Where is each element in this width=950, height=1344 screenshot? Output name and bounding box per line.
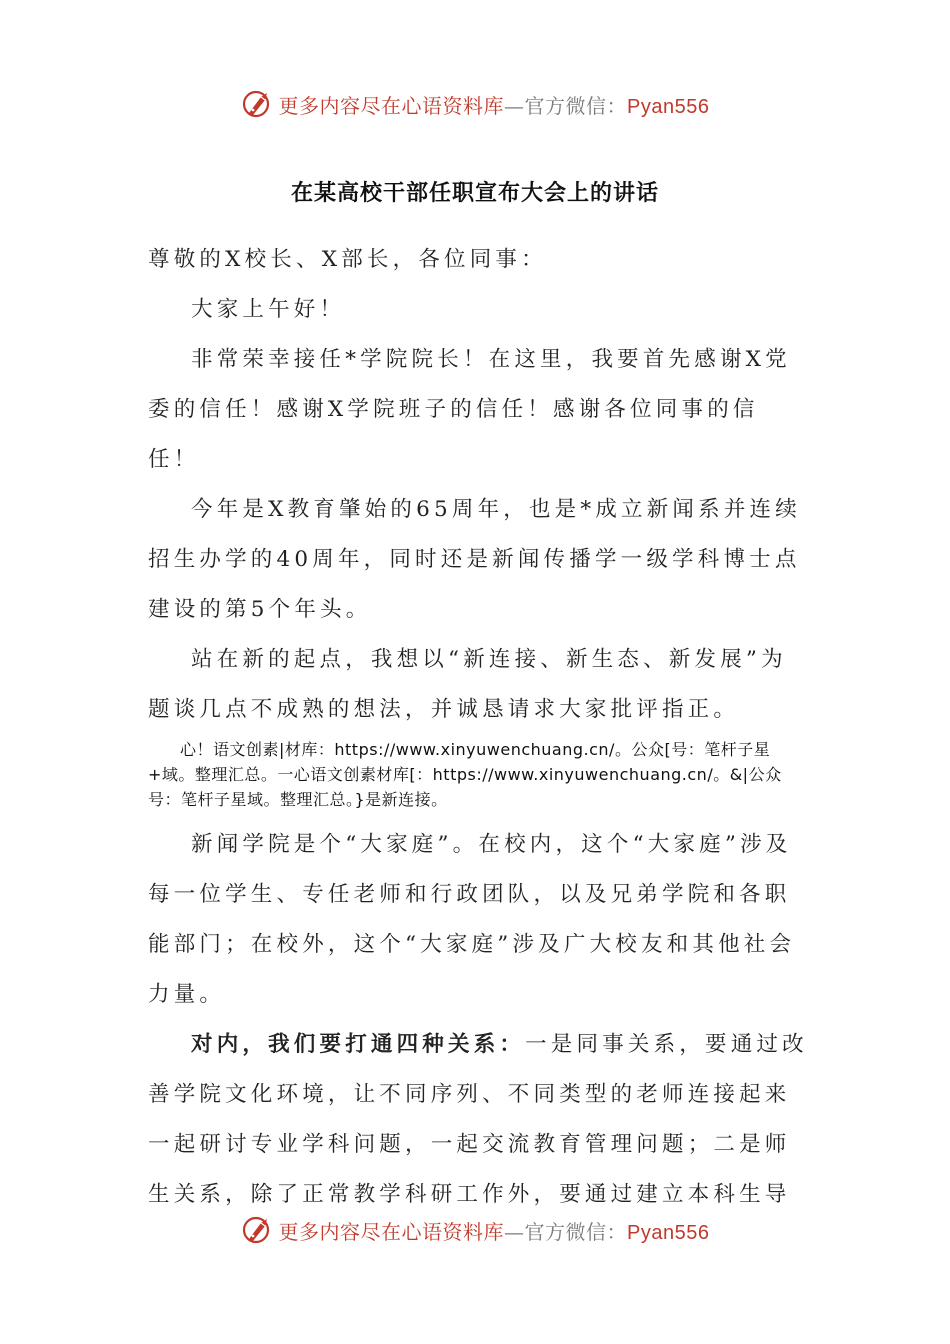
paragraph-2: 今年是X教育肇始的65周年，也是*成立新闻系并连续招生办学的40周年，同时还是新闻传播学一级学科博士点建设的第5个年头。 [148,497,801,622]
document-title: 在某高校干部任职宣布大会上的讲话 [290,181,659,206]
header-banner-text [279,90,710,119]
pen-nib-logo-icon [241,87,275,121]
watermark-note: 心！语文创素|材库：https://www.xinyuwenchuang.cn/。公众[号：笔杆子星+域。整理汇总。一心语文创素材库[：https://www.xinyuwenchuang.cn/。&|公众号：笔杆子星域。整理汇总。}是新连接。 [148,740,782,809]
footer-wechat-label: 官方微信： [524,1219,628,1244]
header-wechat-label: 官方微信： [524,93,628,118]
document-body [148,235,808,1220]
footer-banner-dash: — [504,1219,525,1244]
footer-banner-text [279,1216,710,1245]
paragraph-1: 非常荣幸接任*学院院长！在这里，我要首先感谢X党委的信任！感谢X学院班子的信任！感谢各位同事的信任！ [148,347,791,472]
paragraph-3: 站在新的起点，我想以“新连接、新生态、新发展”为题谈几点不成熟的想法，并诚恳请求大家批评指正。 [148,647,787,722]
footer-banner-main: 更多内容尽在心语资料库 [278,1219,505,1244]
paragraph-5-text: 一是同事关系，要通过改善学院文化环境，让不同序列、不同类型的老师连接起来一起研讨专业学科问题，一起交流教育管理问题；二是师生关系，除了正常教学科研工作外，要通过建立本科生导 [148,1032,808,1207]
header-banner-main: 更多内容尽在心语资料库 [278,93,505,118]
salutation: 尊敬的X校长、X部长，各位同事： [148,247,547,272]
footer-wechat-id: Pyan556 [627,1221,710,1244]
paragraph-5-lead: 对内，我们要打通四种关系： [191,1032,526,1057]
header-wechat-id: Pyan556 [627,95,710,118]
footer-banner [0,1210,950,1250]
paragraph-4: 新闻学院是个“大家庭”。在校内，这个“大家庭”涉及每一位学生、专任老师和行政团队，以及兄弟学院和各职能部门；在校外，这个“大家庭”涉及广大校友和其他社会力量。 [148,832,796,1007]
greeting: 大家上午好！ [191,297,346,322]
header-banner-dash: — [504,93,525,118]
header-banner [0,84,950,124]
paragraph-5 [148,1020,808,1220]
pen-nib-logo-icon [241,1213,275,1247]
